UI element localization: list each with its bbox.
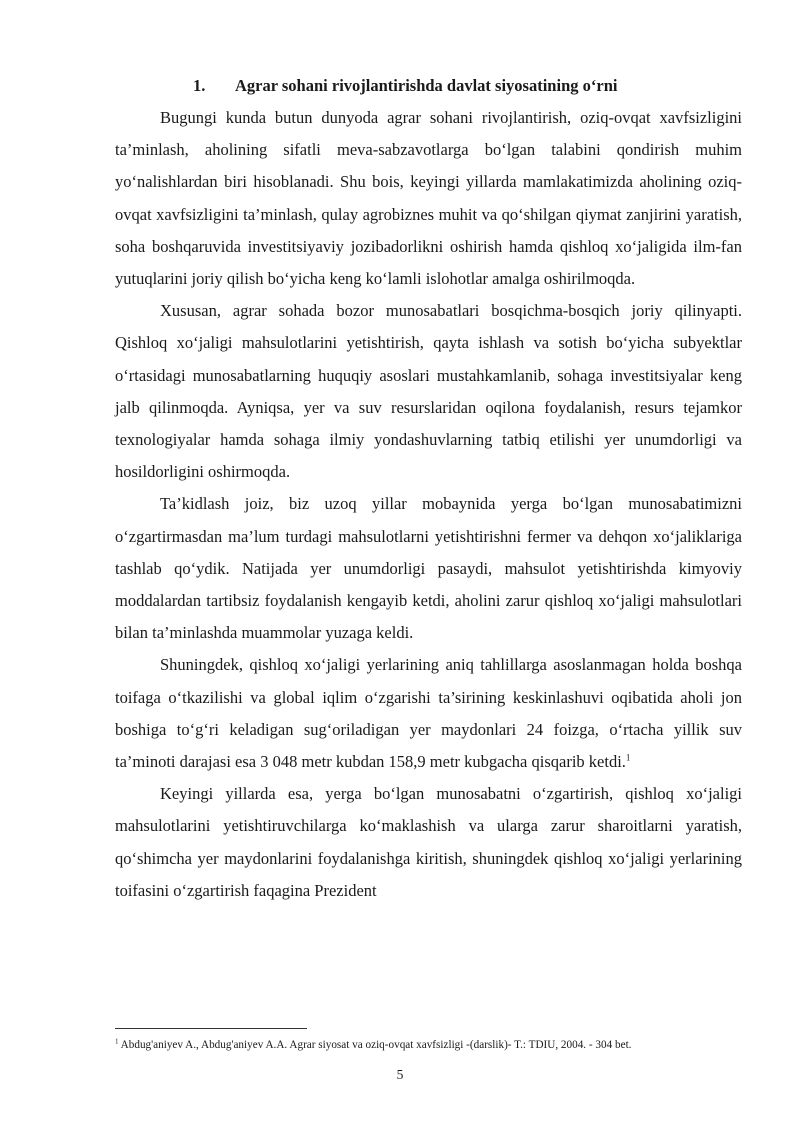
paragraph-4-text: Shuningdek, qishloq xo‘jaligi yerlarining aniq tahlillarga asoslanmagan holda boshqa toifaga o‘tkazilishi va global iqlim o‘zgarishi ta’sirining keskinlashuvi oqibatida aholi jon boshiga to‘g‘ri keladigan sug‘oriladigan yer maydonlari 24 foizga, o‘rtacha yillik suv ta’minoti darajasi esa 3 048 metr kubdan 158,9 metr kubgacha qisqarib ketdi. xyxy=(115,655,742,772)
footnote-divider xyxy=(115,1028,307,1029)
document-body xyxy=(115,70,742,907)
section-title: Agrar sohani rivojlantirishda davlat siyosatining o‘rni xyxy=(235,76,618,95)
paragraph-2: Xususan, agrar sohada bozor munosabatlari bosqichma-bosqich joriy qilinyapti. Qishloq xo‘jaligi mahsulotlarini yetishtirish, qayta ishlash va sotish bo‘yicha subyektlar o‘rtasidagi munosabatlarning huquqiy asoslari mustahkamlanib, sohaga investitsiyalar keng jalb qilinmoqda. Ayniqsa, yer va suv resurslaridan oqilona foydalanish, resurs tejamkor texnologiyalar hamda sohaga ilmiy yondashuvlarning tatbiq etilishi yer unumdorligi va hosildorligini oshirmoqda. xyxy=(115,301,742,482)
paragraph-4 xyxy=(115,649,742,778)
footnote xyxy=(115,1037,755,1053)
paragraph-1: Bugungi kunda butun dunyoda agrar sohani rivojlantirish, oziq-ovqat xavfsizligini ta’minlash, aholining sifatli meva-sabzavotlarga bo‘lgan talabini qondirish muhim yo‘nalishlardan biri hisoblanadi. Shu bois, keyingi yillarda mamlakatimizda aholining oziq-ovqat xavfsizligini ta’minlash, qulay agrobiznes muhit va qo‘shilgan qiymat zanjirini yaratish, soha boshqaruvida investitsiyaviy jozibadorlikni oshirish hamda qishloq xo‘jaligida ilm-fan yutuqlarini joriy qilish bo‘yicha keng ko‘lamli islohotlar amalga oshirilmoqda. xyxy=(115,108,742,289)
footnote-text: Abdug'aniyev A., Abdug'aniyev A.A. Agrar siyosat va oziq-ovqat xavfsizligi -(darslik)- T.: TDIU, 2004. - 304 bet. xyxy=(118,1039,632,1051)
section-heading xyxy=(115,70,742,102)
paragraph-5: Keyingi yillarda esa, yerga bo‘lgan munosabatni o‘zgartirish, qishloq xo‘jaligi mahsulotlarini yetishtiruvchilarga ko‘maklashish va ularga zarur sharoitlarni yaratish, qo‘shimcha yer maydonlarini foydalanishga kiritish, shuningdek qishloq xo‘jaligi yerlarining toifasini o‘zgartirish faqagina Prezident xyxy=(115,784,742,900)
paragraph-3: Ta’kidlash joiz, biz uzoq yillar mobaynida yerga bo‘lgan munosabatimizni o‘zgartirmasdan ma’lum turdagi mahsulotlarni yetishtirishni fermer va dehqon xo‘jaliklariga tashlab qo‘ydik. Natijada yer unumdorligi pasaydi, mahsulot yetishtirishda kimyoviy moddalardan tartibsiz foydalanish kengayib ketdi, aholini zarur qishloq xo‘jaligi mahsulotlari bilan ta’minlashda muammolar yuzaga keldi. xyxy=(115,494,742,643)
page-number: 5 xyxy=(396,1067,404,1082)
footnote-mark: 1 xyxy=(115,1037,119,1046)
section-number: 1. xyxy=(193,76,206,95)
footnote-reference[interactable]: 1 xyxy=(625,752,631,763)
